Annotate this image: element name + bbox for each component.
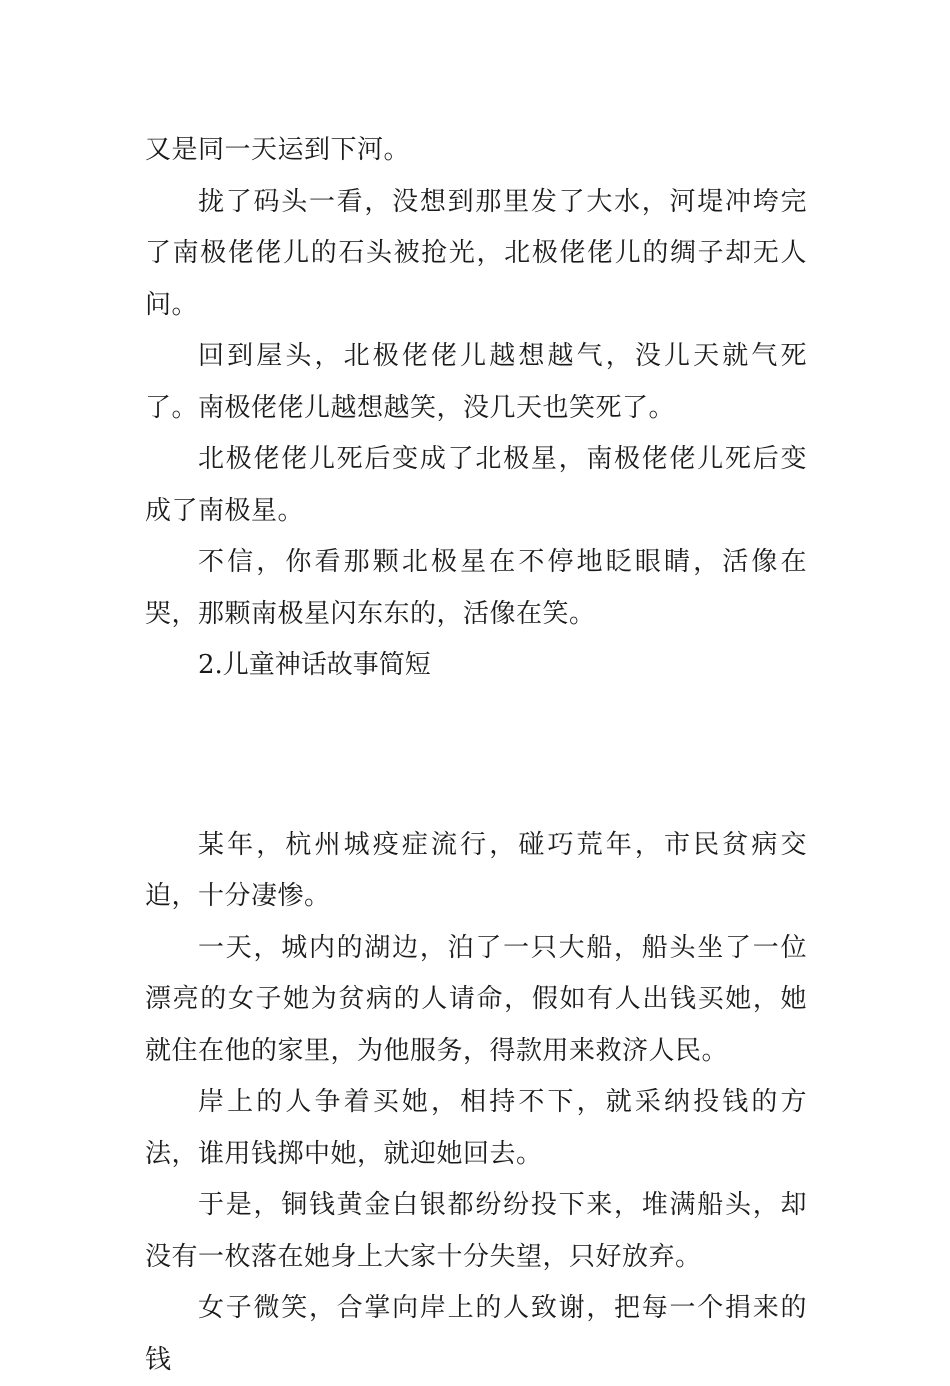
paragraph: 不信，你看那颗北极星在不停地眨眼睛，活像在哭，那颗南极星闪东东的，活像在笑。 <box>145 547 807 629</box>
section-spacer <box>145 692 807 820</box>
paragraph: 岸上的人争着买她，相持不下，就采纳投钱的方法，谁用钱掷中她，就迎她回去。 <box>145 1087 807 1169</box>
paragraph: 某年，杭州城疫症流行，碰巧荒年，市民贫病交迫，十分凄惨。 <box>145 829 807 911</box>
paragraph: 拢了码头一看，没想到那里发了大水，河堤冲垮完了南极佬佬儿的石头被抢光，北极佬佬儿的绸子却无人问。 <box>145 186 807 320</box>
paragraph: 回到屋头，北极佬佬儿越想越气，没儿天就气死了。南极佬佬儿越想越笑，没几天也笑死了。 <box>145 341 807 423</box>
paragraph: 女子微笑，合掌向岸上的人致谢，把每一个捐来的钱 <box>145 1293 807 1375</box>
paragraph: 一天，城内的湖边，泊了一只大船，船头坐了一位漂亮的女子她为贫病的人请命，假如有人出钱买她，她就住在他的家里，为他服务，得款用来救济人民。 <box>145 932 807 1066</box>
paragraph: 北极佬佬儿死后变成了北极星，南极佬佬儿死后变成了南极星。 <box>145 444 807 526</box>
section-heading: 2.儿童神话故事简短 <box>198 650 431 680</box>
paragraph-continuation: 又是同一天运到下河。 <box>145 135 411 165</box>
paragraph: 于是，铜钱黄金白银都纷纷投下来，堆满船头，却没有一枚落在她身上大家十分失望，只好放弃。 <box>145 1190 807 1272</box>
document-page <box>145 125 807 1386</box>
